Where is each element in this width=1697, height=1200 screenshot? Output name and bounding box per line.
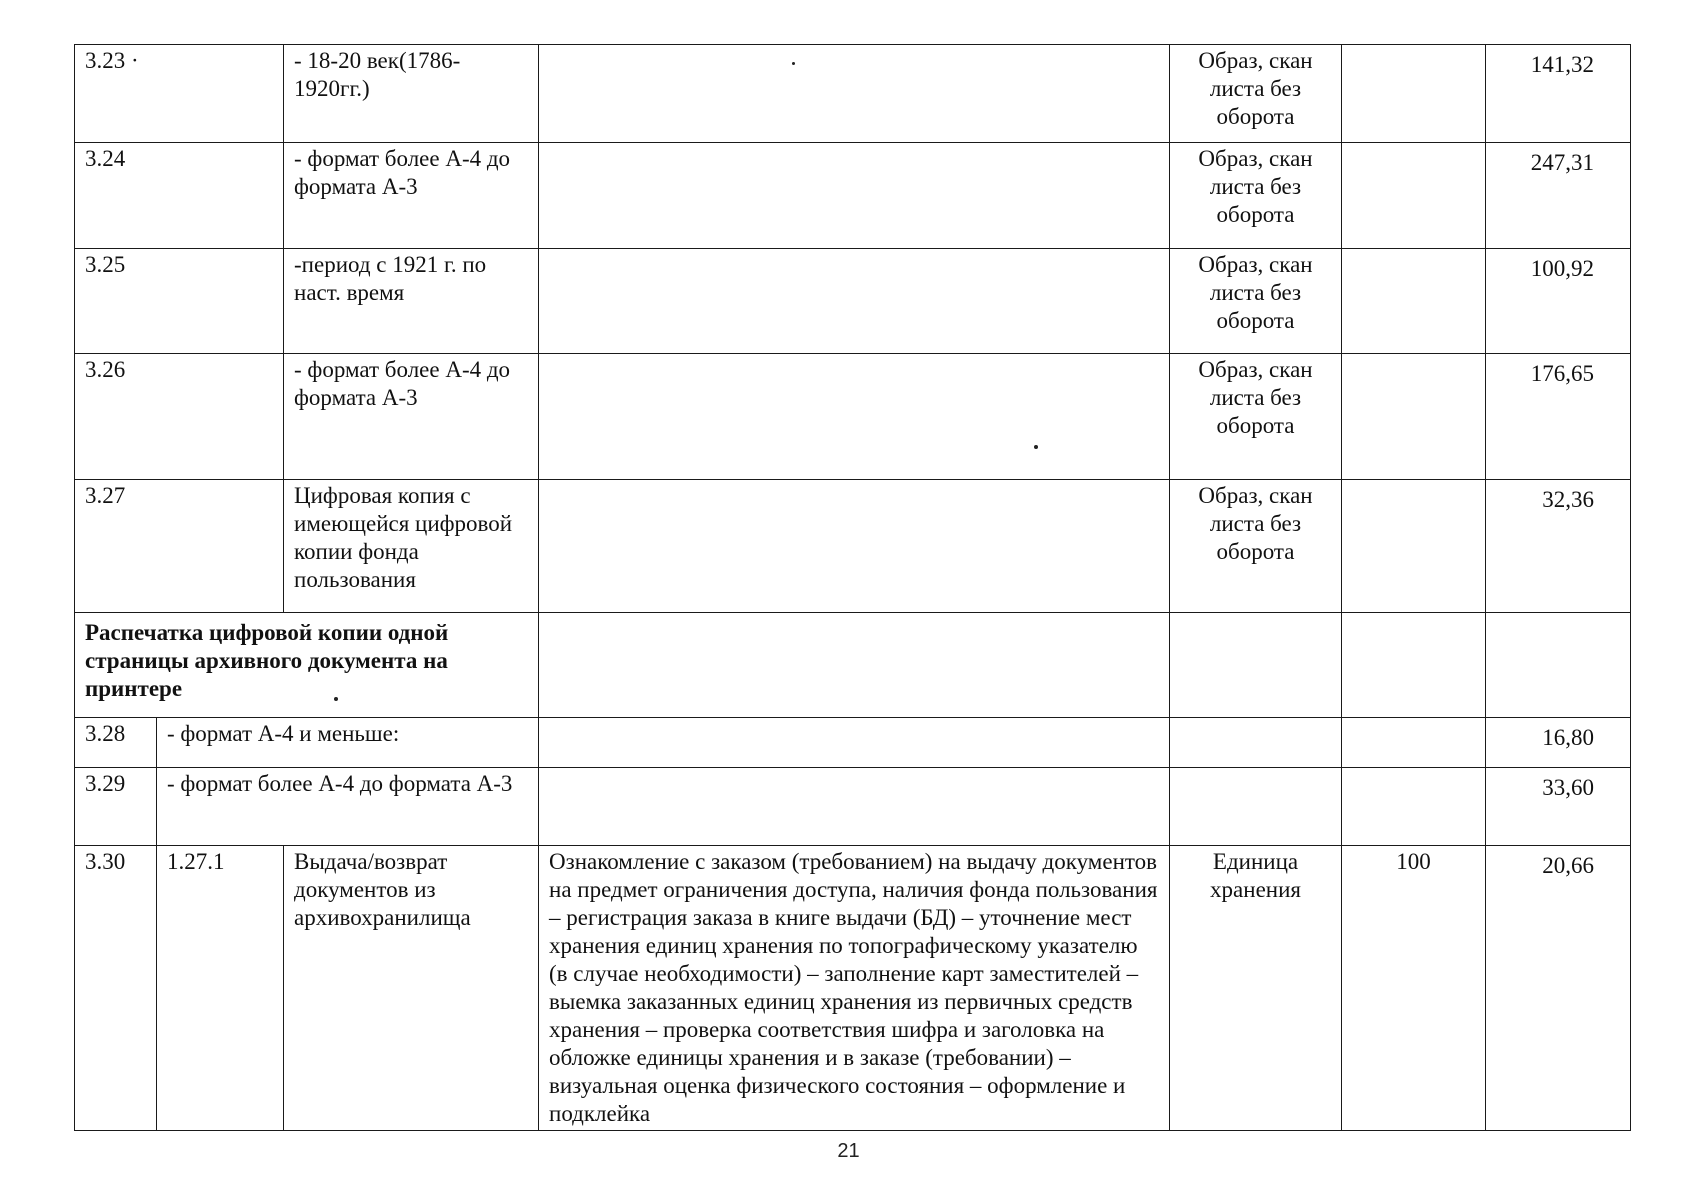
scan-speck [1034, 445, 1038, 449]
norm-value [1342, 143, 1486, 249]
table-row [75, 143, 1631, 249]
row-number: 3.27 [75, 480, 284, 613]
table-row [75, 45, 1631, 143]
price-value: 16,80 [1486, 718, 1631, 768]
table-row [75, 768, 1631, 846]
row-number: 3.23 · [75, 45, 284, 143]
service-description: Ознакомление с заказом (требованием) на выдачу документов на предмет ограничения доступа, наличия фонда пользования – регистрация заказа в книге выдачи (БД) – уточнение мест хранения единиц хранения по топографическому указателю (в случае необходимости) – заполнение карт заместителей – выемка заказанных единиц хранения из первичных средств хранения – проверка соответствия шифра и заголовка на обложке единицы хранения и в заказе (требовании) – визуальная оценка физического состояния – оформление и подклейка [539, 846, 1170, 1131]
unit-of-measure: Образ, скан листа без оборота [1170, 143, 1342, 249]
service-description [539, 143, 1170, 249]
section-header-row [75, 613, 1631, 718]
price-value: 247,31 [1486, 143, 1631, 249]
norm-value [1342, 354, 1486, 480]
service-description [539, 768, 1170, 846]
row-number: 3.28 [75, 718, 157, 768]
table-row [75, 480, 1631, 613]
row-number: 3.30 [75, 846, 157, 1131]
service-name: - формат более А-4 до формата А-3 [157, 768, 539, 846]
row-number: 3.24 [75, 143, 284, 249]
unit-of-measure: Образ, скан листа без оборота [1170, 354, 1342, 480]
unit-of-measure: Образ, скан листа без оборота [1170, 45, 1342, 143]
service-description [539, 613, 1170, 718]
norm-value [1342, 613, 1486, 718]
price-value [1486, 613, 1631, 718]
service-name: -период с 1921 г. по наст. время [284, 249, 539, 354]
price-value: 100,92 [1486, 249, 1631, 354]
norm-value: 100 [1342, 846, 1486, 1131]
table-row [75, 846, 1631, 1131]
service-description [539, 480, 1170, 613]
unit-of-measure [1170, 613, 1342, 718]
unit-of-measure: Образ, скан листа без оборота [1170, 480, 1342, 613]
service-name: Выдача/возврат документов из архивохранилища [284, 846, 539, 1131]
table-row [75, 354, 1631, 480]
price-value: 141,32 [1486, 45, 1631, 143]
row-number: 3.26 [75, 354, 284, 480]
service-code: 1.27.1 [157, 846, 284, 1131]
table-row [75, 718, 1631, 768]
norm-value [1342, 768, 1486, 846]
service-name: - формат А-4 и меньше: [157, 718, 539, 768]
price-value: 32,36 [1486, 480, 1631, 613]
page-number: 21 [837, 1140, 860, 1162]
price-value: 176,65 [1486, 354, 1631, 480]
scan-speck [334, 697, 338, 701]
unit-of-measure: Образ, скан листа без оборота [1170, 249, 1342, 354]
row-number: 3.25 [75, 249, 284, 354]
service-name: - 18-20 век(1786- 1920гг.) [284, 45, 539, 143]
table-row [75, 249, 1631, 354]
service-description [539, 249, 1170, 354]
section-title: Распечатка цифровой копии одной страницы архивного документа на принтере [75, 613, 539, 718]
tariff-table [74, 44, 1631, 1131]
norm-value [1342, 45, 1486, 143]
norm-value [1342, 480, 1486, 613]
unit-of-measure: Единица хранения [1170, 846, 1342, 1131]
service-name: Цифровая копия с имеющейся цифровой копии фонда пользования [284, 480, 539, 613]
scan-speck [792, 62, 795, 65]
norm-value [1342, 249, 1486, 354]
price-value: 20,66 [1486, 846, 1631, 1131]
service-description [539, 718, 1170, 768]
price-value: 33,60 [1486, 768, 1631, 846]
service-name: - формат более А-4 до формата А-3 [284, 143, 539, 249]
norm-value [1342, 718, 1486, 768]
unit-of-measure [1170, 718, 1342, 768]
unit-of-measure [1170, 768, 1342, 846]
row-number: 3.29 [75, 768, 157, 846]
service-name: - формат более А-4 до формата А-3 [284, 354, 539, 480]
service-description [539, 45, 1170, 143]
service-description [539, 354, 1170, 480]
